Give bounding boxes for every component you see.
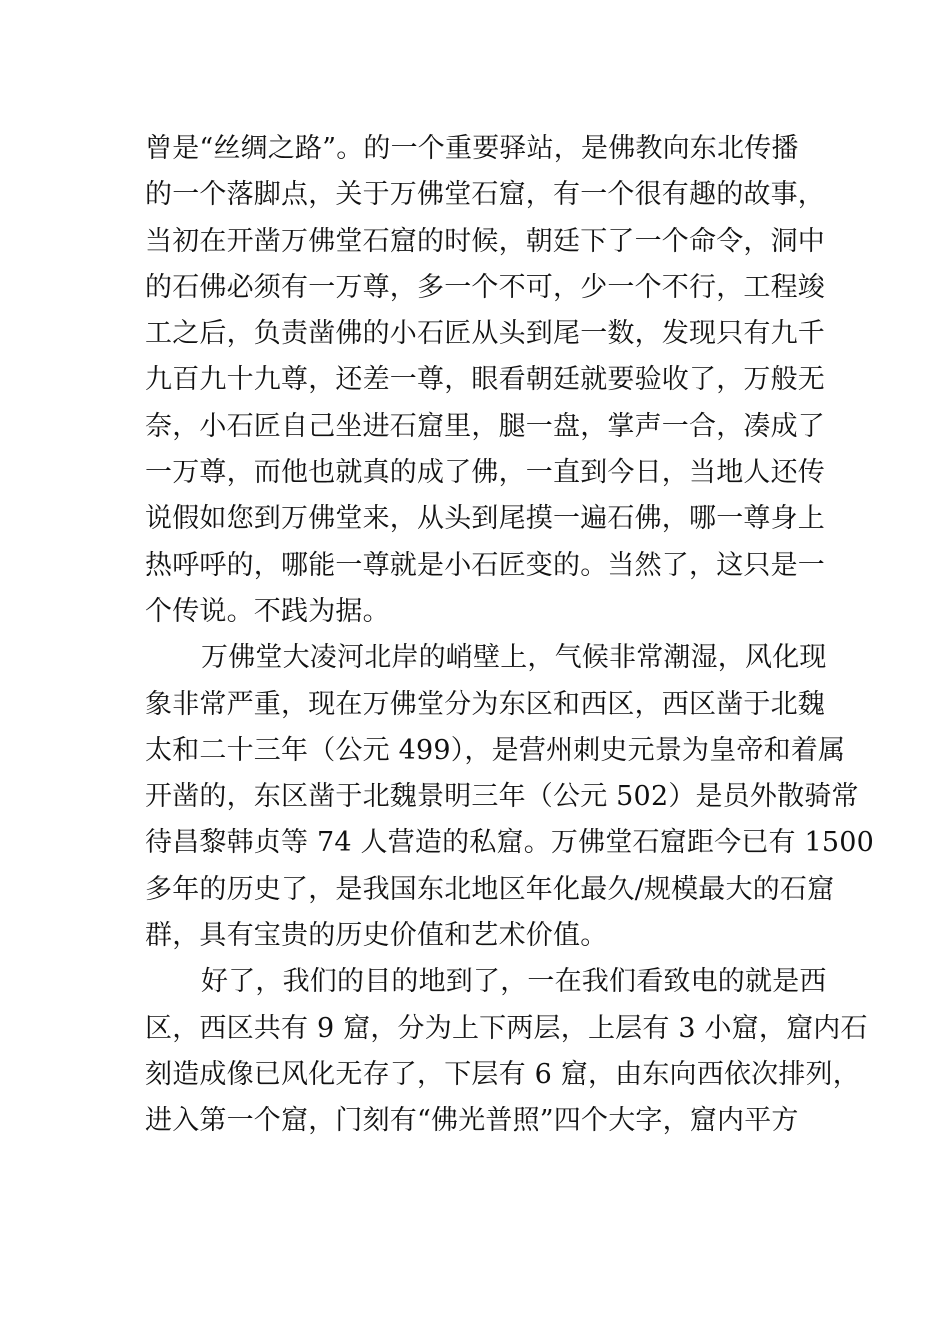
paragraph — [145, 959, 868, 1144]
text-line: 象非常严重，现在万佛堂分为东区和西区，西区凿于北魏 — [145, 688, 825, 720]
text-line: 当初在开凿万佛堂石窟的时候，朝廷下了一个命令，洞中 — [145, 225, 825, 257]
text-line: 进入第一个窟，门刻有“佛光普照”四个大字，窟内平方 — [145, 1105, 799, 1137]
text-line: 区，西区共有 9 窟，分为上下两层，上层有 3 小窟，窟内石 — [145, 1012, 868, 1044]
text-line: 多年的历史了，是我国东北地区年化最久/规模最大的石窟 — [145, 873, 835, 905]
text-line: 的一个落脚点，关于万佛堂石窟，有一个很有趣的故事， — [145, 179, 825, 211]
paragraph — [145, 126, 825, 635]
text-line: 群，具有宝贵的历史价值和艺术价值。 — [145, 920, 608, 952]
text-line: 刻造成像已风化无存了，下层有 6 窟，由东向西依次排列， — [145, 1058, 860, 1090]
text-line: 个传说。不践为据。 — [145, 595, 390, 627]
text-line: 曾是“丝绸之路”。的一个重要驿站，是佛教向东北传播 — [145, 133, 799, 164]
text-line: 工之后，负责凿佛的小石匠从头到尾一数，发现只有九千 — [145, 318, 825, 350]
text-line: 热呼呼的，哪能一尊就是小石匠变的。当然了，这只是一 — [145, 549, 825, 581]
text-line: 太和二十三年（公元 499），是营州刺史元景为皇帝和着属 — [145, 734, 846, 766]
text-line: 待昌黎韩贞等 74 人营造的私窟。万佛堂石窟距今已有 1500 — [145, 827, 875, 859]
text-line: 一万尊，而他也就真的成了佛，一直到今日，当地人还传 — [145, 457, 825, 489]
text-line: 万佛堂大凌河北岸的峭壁上，气候非常潮湿，风化现 — [201, 642, 827, 674]
text-line: 开凿的，东区凿于北魏景明三年（公元 502）是员外散骑常 — [145, 781, 859, 813]
text-line: 好了，我们的目的地到了，一在我们看致电的就是西 — [201, 966, 827, 998]
text-line: 奈，小石匠自己坐进石窟里，腿一盘，掌声一合，凑成了 — [145, 410, 825, 442]
paragraph — [145, 635, 875, 959]
text-line: 的石佛必须有一万尊，多一个不可，少一个不行，工程竣 — [145, 271, 825, 303]
text-line: 九百九十九尊，还差一尊，眼看朝廷就要验收了，万般无 — [145, 364, 825, 396]
text-line: 说假如您到万佛堂来，从头到尾摸一遍石佛，哪一尊身上 — [145, 503, 825, 535]
document-body — [145, 126, 875, 1145]
